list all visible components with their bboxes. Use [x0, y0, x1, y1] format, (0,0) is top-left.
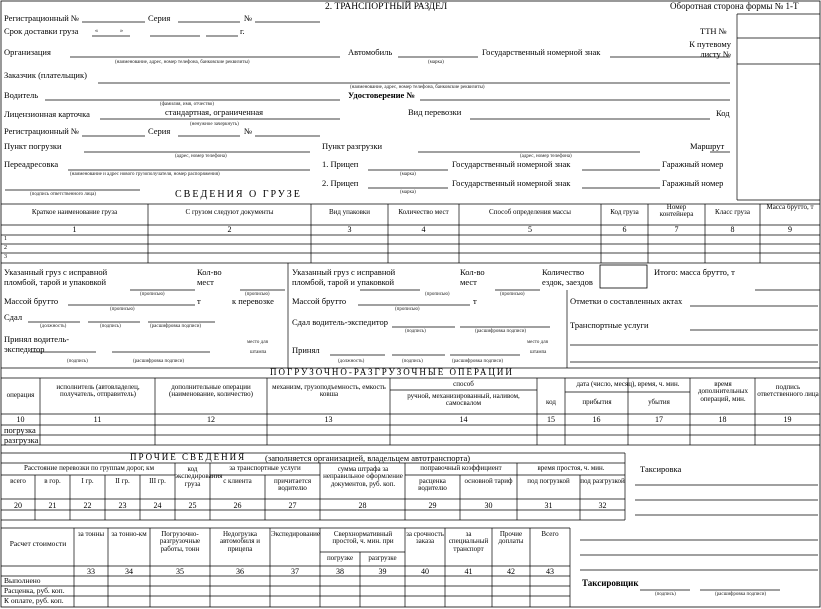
- ops-col-operation: операция: [6, 391, 35, 399]
- quote-close: »: [120, 28, 123, 34]
- cargo-col-class: Класс груза: [715, 208, 750, 216]
- handed-driver-decoded-hint: (расшифровка подписи): [475, 329, 527, 334]
- ops-num-16: 16: [592, 415, 601, 424]
- other-col-fine: сумма штрафа за неправильное оформление документов, руб. коп.: [323, 465, 403, 488]
- ops-col-mechanism: механизм, грузоподъемность, емкость ковша: [272, 383, 386, 399]
- cost-col-overtime: Сверхнормативный простой, ч. мин. при: [332, 530, 394, 546]
- handover-left-head1: Указанный груз с исправной: [4, 267, 108, 277]
- cargo-num-9: 9: [788, 225, 792, 234]
- cost-num-37: 37: [291, 567, 299, 576]
- handed-driver-sign-hint: (подпись): [405, 329, 426, 334]
- cost-col-overtime-unloading: разгрузке: [368, 554, 397, 562]
- ttn-label: ТТН №: [700, 26, 727, 36]
- marks-acts-label: Отметки о составленных актах: [570, 296, 683, 306]
- cargo-row-1: 1: [4, 236, 7, 242]
- cost-col-tons: за тонны: [77, 530, 105, 538]
- handed-label: Сдал: [4, 312, 23, 322]
- accepted2-sign-hint: (подпись): [402, 359, 423, 364]
- other-col-driver: причитается водителю: [273, 477, 312, 493]
- cargo-num-7: 7: [674, 225, 679, 234]
- garage1-label: Гаражный номер: [662, 159, 724, 169]
- other-col-driver-rate: расценка водителю: [418, 477, 447, 493]
- cargo-num-1: 1: [72, 225, 77, 234]
- cost-col-total: Всего: [541, 530, 559, 538]
- cost-num-34: 34: [125, 567, 133, 576]
- ops-num-14: 14: [459, 415, 468, 424]
- accepted-position-hint: (должность): [338, 359, 365, 364]
- other-col-g3: III гр.: [149, 477, 166, 485]
- ops-num-13: 13: [324, 415, 333, 424]
- cargo-col-name: Краткое наименование груза: [31, 208, 118, 216]
- accepted-driver-1: Принял водитель-: [4, 334, 70, 344]
- cost-col-loading-work: Погрузочно-разгрузочные работы, тонн: [159, 530, 201, 553]
- other-num-28: 28: [358, 501, 367, 510]
- cargo-num-4: 4: [421, 225, 426, 234]
- route-label: Маршрут: [690, 141, 725, 151]
- cargo-col-code: Код груза: [610, 208, 639, 216]
- count-hint-2: (прописью): [245, 292, 270, 297]
- ops-col-manual: ручной, механизированный, наливом, самосвалом: [407, 392, 520, 408]
- count2-hint: (прописью): [425, 292, 450, 297]
- ops-col-executor: исполнитель (автовладелец, получатель, отправитель): [56, 383, 140, 399]
- ops-col-datetime: дата (число, месяц), время, ч. мин.: [576, 380, 680, 388]
- count-places-label: Кол-во мест: [197, 267, 222, 287]
- unloading-point-label: Пункт разгрузки: [322, 141, 383, 151]
- accepted-label: Принял: [292, 345, 320, 355]
- other-num-24: 24: [153, 501, 162, 510]
- other-num-20: 20: [14, 501, 22, 510]
- cost-num-35: 35: [176, 567, 184, 576]
- other-col-distance: Расстояние перевозки по группам дорог, км: [23, 464, 155, 472]
- trailer1-state-number: Государственный номерной знак: [452, 159, 571, 169]
- customer-label: Заказчик (плательщик): [4, 70, 87, 80]
- handed-sign-hint: (подпись): [100, 324, 121, 329]
- cargo-col-gross: Масса брутто, т: [766, 203, 814, 211]
- other-num-29: 29: [428, 501, 437, 510]
- cost-num-40: 40: [421, 567, 429, 576]
- other-col-g1: I гр.: [81, 477, 94, 485]
- cost-col-other: Прочие доплаты: [498, 530, 524, 546]
- cost-num-43: 43: [546, 567, 554, 576]
- cost-col-special: за специальный транспорт: [448, 530, 489, 553]
- gross2-hint: (прописью): [395, 307, 420, 312]
- waybill-label: К путевому листу №: [689, 39, 731, 60]
- cargo-num-3: 3: [347, 225, 352, 234]
- unloading-hint: (адрес, номер телефона): [520, 154, 572, 159]
- quote-open: «: [95, 28, 98, 34]
- ops-col-method: способ: [453, 380, 474, 388]
- trailer1-label: 1. Прицеп: [322, 159, 359, 169]
- cost-col-forwarding: Экспедирование: [271, 530, 320, 538]
- cargo-col-places: Количество мест: [398, 208, 449, 216]
- handed-position-hint: (должность): [40, 324, 67, 329]
- trailer2-label: 2. Прицеп: [322, 178, 359, 188]
- trailer2-state-number: Государственный номерной знак: [452, 178, 571, 188]
- other-col-client: с клиента: [223, 477, 252, 485]
- certificate-label: Удостоверение №: [348, 90, 415, 100]
- other-col-total: всего: [10, 477, 26, 485]
- taxer-decoded-hint: (расшифровка подписи): [715, 592, 767, 597]
- cargo-col-container: Номер контейнера: [659, 203, 694, 219]
- transport-kind-label: Вид перевозки: [408, 107, 462, 117]
- other-col-under-loading: под погрузкой: [527, 477, 570, 485]
- ops-num-19: 19: [783, 415, 792, 424]
- stamp-place-1: место для: [247, 340, 268, 345]
- handed-driver-label: Сдал водитель-экспедитор: [292, 317, 389, 327]
- stamp-place-2: штампа: [250, 350, 267, 355]
- cargo-num-5: 5: [528, 225, 532, 234]
- other-col-downtime: время простоя, ч. мин.: [537, 464, 605, 472]
- automobile-brand-hint: (марка): [428, 60, 444, 65]
- cost-col-urgency: за срочность заказа: [406, 530, 444, 546]
- cost-calc-label: Расчет стоимости: [9, 539, 67, 548]
- ops-col-code: код: [546, 398, 556, 406]
- ops-row-loading: погрузка: [4, 425, 36, 435]
- code-label: Код: [716, 108, 730, 118]
- ops-col-departure: убытия: [648, 398, 670, 406]
- readdressing-hint: (наименование и адрес нового грузополучателя, номер распоряжения): [70, 172, 220, 177]
- cost-num-42: 42: [507, 567, 515, 576]
- cost-num-38: 38: [336, 567, 344, 576]
- handover-left-head2: пломбой, тарой и упаковкой: [4, 277, 107, 287]
- other-col-correction: поправочный коэффициент: [420, 464, 502, 472]
- gross-hint: (прописью): [110, 307, 135, 312]
- ops-num-15: 15: [547, 415, 555, 424]
- accepted2-decoded-hint: (расшифровка подписи): [452, 359, 504, 364]
- state-number-label: Государственный номерной знак: [482, 47, 601, 57]
- customer-hint: (наименование, адрес, номер телефона, банковские реквизиты): [350, 85, 485, 90]
- taxation-label: Таксировка: [640, 464, 682, 474]
- count-places2-label: Кол-во мест: [460, 267, 485, 287]
- license-value: стандартная, ограниченная: [165, 107, 264, 117]
- other-num-32: 32: [598, 501, 607, 510]
- number2-label: №: [244, 126, 253, 136]
- ops-num-10: 10: [16, 415, 25, 424]
- other-col-city: в гор.: [44, 477, 61, 485]
- cost-num-39: 39: [378, 567, 387, 576]
- other-title: ПРОЧИЕ СВЕДЕНИЯ: [130, 452, 247, 462]
- number-label: №: [244, 13, 253, 23]
- other-col-tariff: основной тариф: [464, 477, 513, 485]
- other-num-22: 22: [83, 501, 92, 510]
- delivery-term-label: Срок доставки груза: [4, 26, 79, 36]
- accepted-sign-hint: (подпись): [67, 359, 88, 364]
- cargo-row-3: 3: [4, 254, 7, 260]
- organization-hint: (наименование, адрес, номер телефона, банковские реквизиты): [115, 60, 250, 65]
- other-num-27: 27: [288, 501, 297, 510]
- cargo-col-docs: С грузом следуют документы: [185, 208, 274, 216]
- cargo-row-2: 2: [4, 245, 7, 251]
- series-label: Серия: [148, 13, 171, 23]
- other-col-forwarding: код экспедирования груза: [175, 465, 223, 488]
- to-transport-label: к перевозке: [232, 296, 274, 306]
- other-num-21: 21: [48, 501, 57, 510]
- total-gross-label: Итого: масса брутто, т: [654, 267, 735, 277]
- form-note: Оборотная сторона формы № 1-Т: [670, 1, 799, 11]
- loading-point-label: Пункт погрузки: [4, 141, 62, 151]
- ops-num-18: 18: [718, 415, 727, 424]
- cost-col-overtime-loading: погрузке: [326, 554, 354, 562]
- cost-col-tkm: за тонно-км: [111, 530, 147, 538]
- cost-num-41: 41: [464, 567, 473, 576]
- ops-num-17: 17: [655, 415, 663, 424]
- section-title: 2. ТРАНСПОРТНЫЙ РАЗДЕЛ: [325, 2, 448, 12]
- ops-title: ПОГРУЗОЧНО-РАЗГРУЗОЧНЫЕ ОПЕРАЦИИ: [270, 367, 514, 377]
- series2-label: Серия: [148, 126, 171, 136]
- garage2-label: Гаражный номер: [662, 178, 724, 188]
- other-num-25: 25: [188, 501, 197, 510]
- cost-row-done: Выполнено: [4, 576, 41, 585]
- cargo-num-2: 2: [227, 225, 232, 234]
- automobile-label: Автомобиль: [348, 47, 393, 57]
- transport-services-label: Транспортные услуги: [570, 320, 649, 330]
- cost-num-36: 36: [236, 567, 244, 576]
- ops-col-arrival: прибытия: [582, 398, 612, 406]
- cargo-num-8: 8: [730, 225, 735, 234]
- ops-col-extra: дополнительные операции (наименование, количество): [169, 383, 253, 399]
- license-card-label: Лицензионная карточка: [4, 109, 90, 119]
- cargo-title: СВЕДЕНИЯ О ГРУЗЕ: [175, 189, 302, 200]
- ops-col-extra-time: время дополнительных операций, мин.: [697, 380, 748, 403]
- other-col-g2: II гр.: [115, 477, 130, 485]
- handover-mid-head2: пломбой, тарой и упаковкой: [292, 277, 395, 287]
- driver-hint: (фамилия, имя, отчество): [160, 102, 214, 107]
- ops-num-11: 11: [93, 415, 102, 424]
- year-label: г.: [240, 26, 245, 36]
- readdressing-label: Переадресовка: [4, 159, 59, 169]
- license-hint: (ненужное зачеркнуть): [190, 122, 239, 127]
- loading-hint: (адрес, номер телефона): [175, 154, 227, 159]
- cargo-num-6: 6: [622, 225, 627, 234]
- accepted-decoded-hint: (расшифровка подписи): [133, 359, 185, 364]
- official-hint: (подпись ответственного лица): [30, 192, 96, 197]
- count-trips-label: Количество ездок, заездов: [542, 267, 593, 287]
- organization-label: Организация: [4, 47, 51, 57]
- trailer1-brand-hint: (марка): [400, 172, 416, 177]
- registration2-label: Регистрационный №: [4, 126, 79, 136]
- taxer-sign-hint: (подпись): [655, 592, 676, 597]
- driver-label: Водитель: [4, 90, 39, 100]
- count-hint: (прописью): [140, 292, 165, 297]
- other-num-30: 30: [484, 501, 493, 510]
- other-col-under-unloading: под разгрузкой: [580, 477, 625, 485]
- cargo-col-packing: Вид упаковки: [328, 208, 371, 216]
- accepted-driver-2: экспедитор: [4, 344, 45, 354]
- taxer-label: Таксировщик: [582, 578, 639, 588]
- other-num-31: 31: [544, 501, 553, 510]
- ops-col-signature: подпись ответственного лица: [757, 383, 819, 399]
- gross-mass2-label: Массой брутто: [292, 296, 347, 306]
- ops-row-unloading: разгрузка: [4, 435, 39, 445]
- count2-hint-2: (прописью): [500, 292, 525, 297]
- other-num-26: 26: [233, 501, 242, 510]
- ops-num-12: 12: [207, 415, 215, 424]
- tons2-label: т: [473, 296, 477, 306]
- other-title-note: (заполняется организацией, владельцем автотранспорта): [265, 453, 471, 463]
- cost-num-33: 33: [87, 567, 95, 576]
- tons-label: т: [197, 296, 201, 306]
- handover-mid-head1: Указанный груз с исправной: [292, 267, 396, 277]
- handed-decoded-hint: (расшифровка подписи): [150, 324, 202, 329]
- gross-mass-label: Массой брутто: [4, 296, 59, 306]
- stamp-place-mid-1: место для: [527, 340, 548, 345]
- other-num-23: 23: [118, 501, 127, 510]
- cost-row-rate: Расценка, руб. коп.: [4, 586, 65, 595]
- trailer2-brand-hint: (марка): [400, 190, 416, 195]
- registration-label: Регистрационный №: [4, 13, 79, 23]
- stamp-place-mid-2: штампа: [530, 350, 547, 355]
- cost-col-idle: Недогрузка автомобиля и прицепа: [219, 530, 261, 553]
- cost-row-payment: К оплате, руб. коп.: [4, 596, 64, 605]
- other-col-services: за транспортные услуги: [229, 464, 301, 472]
- cargo-col-mass-method: Способ определения массы: [489, 208, 571, 216]
